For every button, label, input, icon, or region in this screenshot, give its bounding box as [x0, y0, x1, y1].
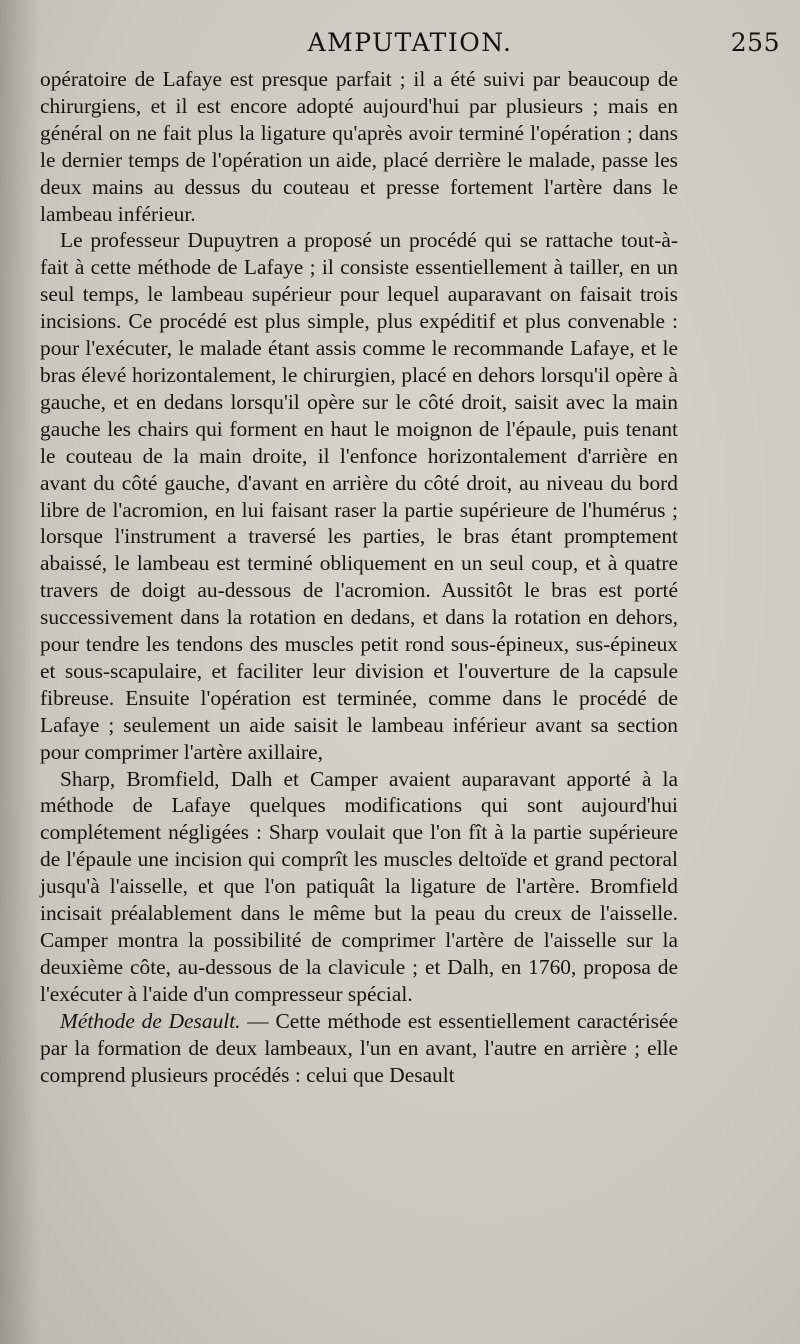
paragraph-1-text: opératoire de Lafaye est presque parfait ; il a été suivi par beaucoup de chirurgiens, et il est encore adopté aujourd'hui par plusieurs ; mais en général on ne fait plus la ligature qu'après avoir terminé l'opération ; dans le dernier temps de l'opération un aide, placé derrière le malade, passe les deux mains au dessus du couteau et presse fortement l'artère dans le lambeau inférieur. — [40, 67, 678, 226]
paragraph-3-text: Sharp, Bromfield, Dalh et Camper avaient auparavant apporté à la méthode de Lafaye quelques modifications qui sont aujourd'hui complétement négligées : Sharp voulait que l'on fît à la partie supérieure de l'épaule une incision qui comprît les muscles deltoïde et grand pectoral jusqu'à l'aisselle, et que l'on patiquât la ligature de l'artère. Bromfield incisait préalablement dans le même but la peau du creux de l'aisselle. Camper montra la possibilité de comprimer l'artère de l'aisselle sur la deuxième côte, au-dessous de la clavicule ; et Dalh, en 1760, proposa de l'exécuter à l'aide d'un compresseur spécial. — [40, 766, 678, 1006]
page-number: 255 — [730, 28, 780, 57]
paragraph-2-text: Le professeur Dupuytren a proposé un procédé qui se rattache tout-à-fait à cette méthode de Lafaye ; il consiste essentiellement à tailler, en un seul temps, le lambeau supérieur pour lequel auparavant on faisait trois incisions. Ce procédé est plus simple, plus expéditif et plus convenable : pour l'exécuter, le malade étant assis comme le recommande Lafaye, et le bras élevé horizontalement, le chirurgien, placé en dehors lorsqu'il opère à gauche, et en dedans lorsqu'il opère sur le côté droit, saisit avec la main gauche les chairs qui forment en haut le moignon de l'épaule, puis tenant le couteau de la main droite, il l'enfonce horizontalement d'arrière en avant du côté gauche, d'avant en arrière du côté droit, au niveau du bord libre de l'acromion, en lui faisant raser la partie supérieure de l'humérus ; lorsque l'instrument a traversé les parties, le bras étant promptement abaissé, le lambeau est terminé obliquement en un seul coup, et à quatre travers de doigt au-dessous de l'acromion. Aussitôt le bras est porté successivement dans la rotation en dedans, et dans la rotation en dehors, pour tendre les tendons des muscles petit rond sous-épineux, sus-épineux et sous-scapulaire, et faciliter leur division et l'ouverture de la capsule fibreuse. Ensuite l'opération est terminée, comme dans le procédé de Lafaye ; seulement un aide saisit le lambeau inférieur avant sa section pour comprimer l'artère axillaire, — [40, 228, 678, 764]
body-text — [40, 66, 678, 1088]
paragraph-3 — [40, 766, 678, 1008]
running-title: AMPUTATION. — [307, 28, 513, 57]
gutter-shadow — [0, 0, 40, 1344]
running-head — [40, 28, 780, 64]
paragraph-1 — [40, 66, 678, 227]
paragraph-4-text: — Cette méthode est essentiellement caractérisée par la formation de deux lambeaux, l'un en avant, l'autre en arrière ; elle comprend plusieurs procédés : celui que Desault — [40, 1008, 678, 1087]
section-heading-desault: Méthode de Desault. — [60, 1008, 241, 1033]
paragraph-2 — [40, 227, 678, 765]
paragraph-4 — [40, 1008, 678, 1089]
